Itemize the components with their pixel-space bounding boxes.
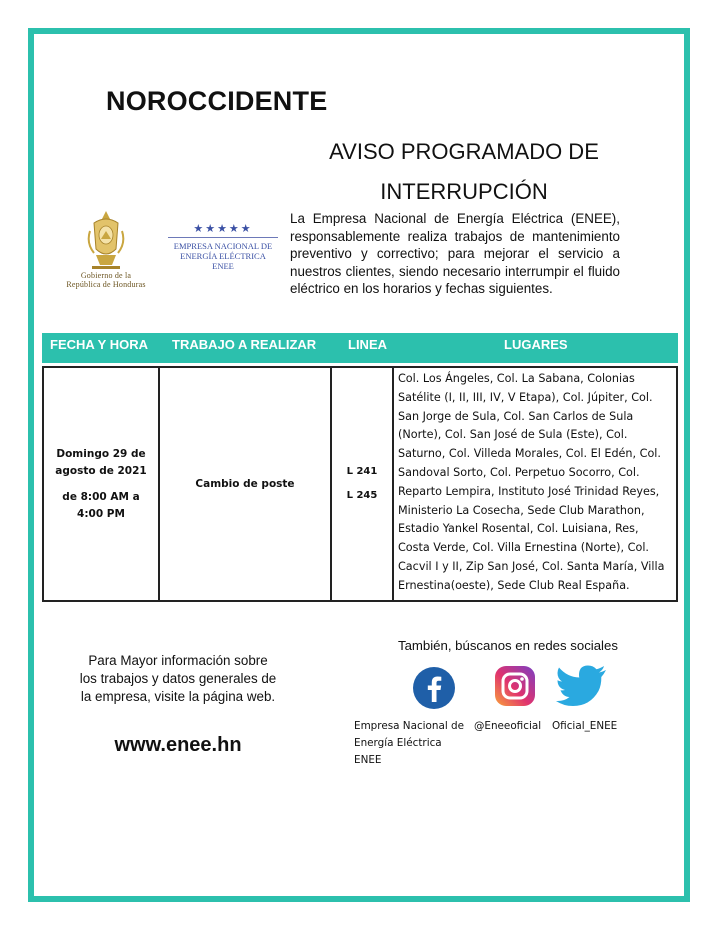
header-places: LUGARES xyxy=(504,337,568,352)
header-date-time: FECHA Y HORA xyxy=(50,337,148,352)
logos xyxy=(56,209,296,304)
facebook-label[interactable]: Empresa Nacional de Energía Eléctrica ENEE xyxy=(354,720,465,766)
line-1: L 241 xyxy=(346,466,378,477)
instagram-icon[interactable] xyxy=(493,664,537,708)
notice-title-line2: INTERRUPCIÓN xyxy=(380,179,548,204)
table-row xyxy=(42,366,678,602)
enee-logo-line1: EMPRESA NACIONAL DE xyxy=(173,241,273,251)
region-title: NOROCCIDENTE xyxy=(106,86,328,116)
work-text: Cambio de poste xyxy=(195,478,295,490)
website-link[interactable]: www.enee.hn xyxy=(114,734,242,756)
coat-of-arms-icon xyxy=(86,209,126,271)
enee-logo-line2: ENERGÍA ELÉCTRICA xyxy=(180,251,266,261)
twitter-label[interactable]: Oficial_ENEE xyxy=(552,720,618,732)
enee-logo xyxy=(168,223,278,271)
more-info-text: Para Mayor información sobre los trabajos y datos generales de la empresa, visite la página web. xyxy=(79,653,277,704)
intro-paragraph: La Empresa Nacional de Energía Eléctrica (ENEE), responsablemente realiza trabajos de mantenimiento preventivo y correctivo; para mejorar el servicio a nuestros clientes, siendo necesario interrumpir el fluido eléctrico en los horarios y fechas siguientes. xyxy=(290,211,620,297)
date-time-cell xyxy=(44,368,160,600)
line-2: L 245 xyxy=(346,490,378,501)
enee-logo-divider xyxy=(168,237,278,238)
line-cell xyxy=(332,368,394,600)
teal-border-frame xyxy=(28,28,690,902)
notice-title xyxy=(284,132,644,212)
header-work: TRABAJO A REALIZAR xyxy=(172,337,317,352)
twitter-icon[interactable] xyxy=(554,662,610,712)
notice-page xyxy=(34,34,684,896)
header-line: LINEA xyxy=(348,337,387,352)
stars-icon: ★★★★★ xyxy=(193,223,253,235)
notice-title-line1: AVISO PROGRAMADO DE xyxy=(329,139,599,164)
time-text: de 8:00 AM a 4:00 PM xyxy=(62,490,140,520)
work-cell xyxy=(160,368,332,600)
government-logo xyxy=(56,209,156,289)
places-cell: Col. Los Ángeles, Col. La Sabana, Colonias Satélite (I, II, III, IV, V Etapa), Col. Júpiter, Col. San Jorge de Sula, Col. San Carlos de Sula (Norte), Col. San José de Sula (Este), Col. Saturno, Col. Villeda Morales, Col. El Edén, Col. Sandoval Sorto, Col. Perpetuo Socorro, Col. Reparto Lempira, Instituto José Trinidad Reyes, Ministerio La Cosecha, Sede Club Marathon, Estadio Yankel Rosental, Col. Luisiana, Res, Costa Verde, Col. Villa Ernestina (Norte), Col. Cacvil I y II, Zip San José, Col. Santa María, Villa Ernestina(oeste), Sede Club Real España. xyxy=(398,372,665,592)
facebook-icon[interactable] xyxy=(412,666,456,710)
social-title: También, búscanos en redes sociales xyxy=(398,638,618,653)
government-logo-line2: República de Honduras xyxy=(66,280,146,289)
instagram-label[interactable]: @Eneeoficial xyxy=(474,720,542,732)
date-text: Domingo 29 de agosto de 2021 xyxy=(55,447,147,477)
enee-logo-line3: ENEE xyxy=(212,261,234,271)
table-header xyxy=(42,333,678,363)
government-logo-line1: Gobierno de la xyxy=(80,271,132,280)
